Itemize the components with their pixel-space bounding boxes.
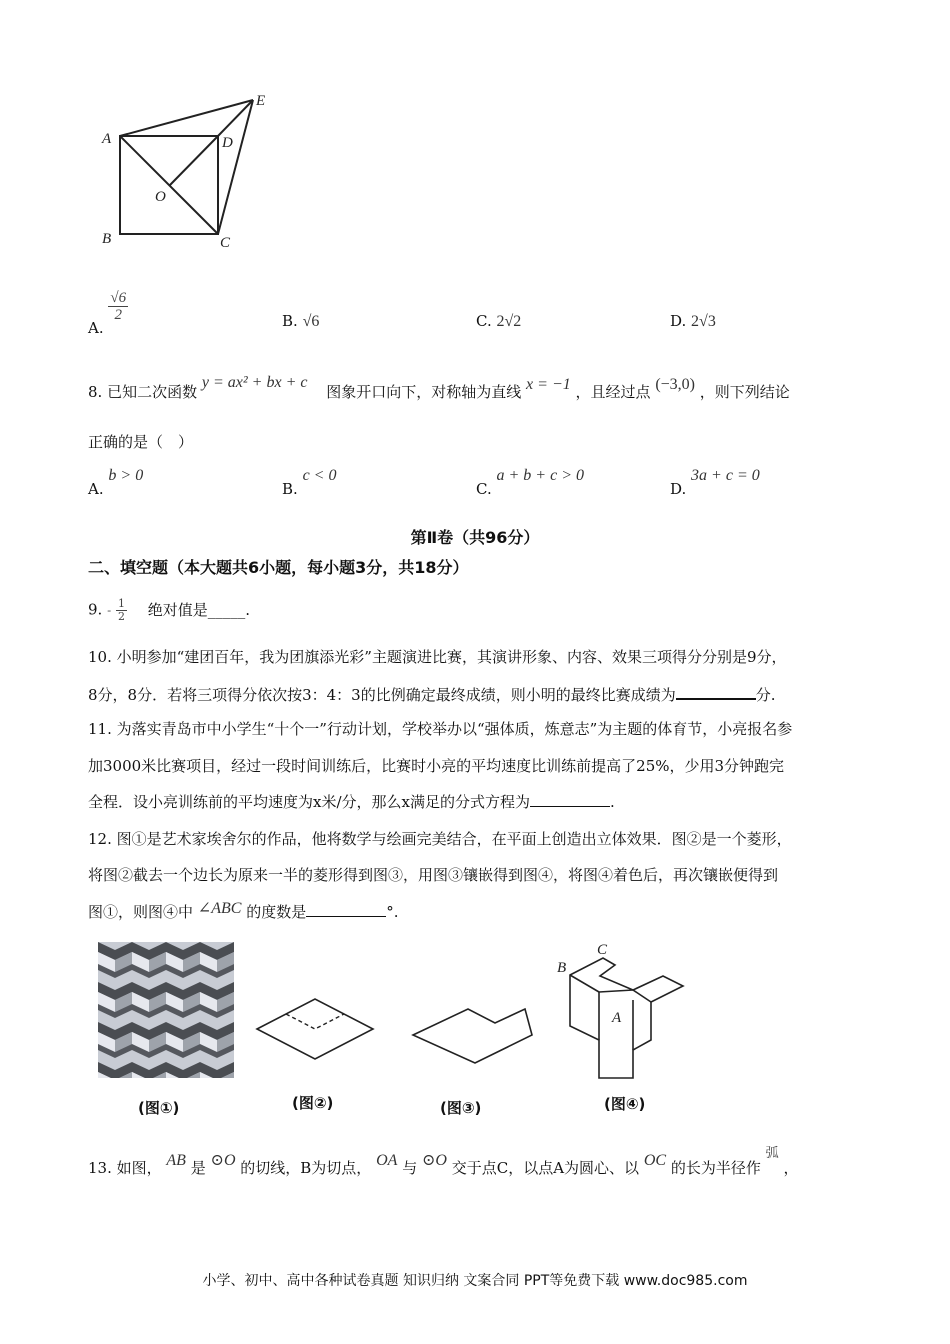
q12-line-2: 将图②截去一个边长为原来一半的菱形得到图③，用图③镶嵌得到图④，将图④着色后，再次镶嵌便得到: [88, 866, 779, 884]
label-b: B: [102, 231, 112, 247]
notched-rhombus-figure: [410, 1005, 535, 1069]
tessellated-solid-figure: [555, 940, 685, 1090]
q11-line-1: 11. 为落实青岛市中小学生“十个一”行动计划，学校举办以“强体质，炼意志”为主题的体育节，小亮报名参: [88, 720, 793, 738]
q12-line-1: 12. 图①是艺术家埃舍尔的作品，他将数学与绘画完美结合，在平面上创造出立体效果．图②是一个菱形，: [88, 830, 792, 848]
q11-line-3: 全程．设小亮训练前的平均速度为x米/分，那么x满足的分式方程为 .: [88, 793, 615, 811]
page-footer: 小学、初中、高中各种试卷真题 知识归纳 文案合同 PPT等免费下载 www.doc985.com: [202, 1273, 748, 1289]
q8-option-a: A. b > 0: [88, 467, 144, 498]
part-title: 二、填空题（本大题共6小题，每小题3分，共18分）: [88, 558, 469, 577]
fraction: $\frac{√6}{2}$: [110, 290, 127, 323]
q7-option-c: C. 2√2: [476, 312, 522, 330]
label-d: D: [222, 135, 233, 151]
label-c: C: [597, 942, 608, 958]
geometry-figure-q7: [90, 85, 290, 255]
q7-option-b: B. √6: [282, 312, 320, 330]
q12-line-3: 图①，则图④中 ∠ABC 的度数是 °.: [88, 900, 399, 921]
q9: 9. - $\frac{1}{2}$ 绝对值是_____.: [88, 597, 250, 623]
option-label: A.: [88, 318, 104, 337]
answer-blank: [530, 792, 610, 807]
caption-fig3: (图③): [440, 1099, 482, 1117]
label-b: B: [557, 960, 567, 976]
q8-option-c: C. a + b + c > 0: [476, 467, 584, 498]
q11-line-2: 加3000米比赛项目，经过一段时间训练后，比赛时小亮的平均速度比训练前提高了25%，少用3分钟跑完: [88, 757, 785, 775]
label-a: A: [612, 1010, 622, 1026]
q13-line: 13. 如图， AB 是 ⊙O 的切线，B为切点， OA 与 ⊙O 交于点C，以点A为圆心、以 OC 的长为半径作 弧 ，: [88, 1146, 799, 1177]
label-o: O: [155, 189, 166, 205]
caption-fig1: (图①): [138, 1099, 180, 1117]
fraction-half: $\frac{1}{2}$: [117, 597, 125, 623]
q10-line-2: 8分，8分．若将三项得分依次按3：4：3的比例确定最终成绩，则小明的最终比赛成绩为 分.: [88, 686, 776, 704]
label-a: A: [102, 131, 112, 147]
label-e: E: [256, 93, 266, 109]
q7-option-a: [88, 290, 128, 337]
caption-fig2: (图②): [292, 1094, 334, 1112]
answer-blank: [676, 684, 756, 700]
q7-option-d: D. 2√3: [670, 312, 716, 330]
label-c: C: [220, 235, 231, 251]
caption-fig4: (图④): [604, 1095, 646, 1113]
q8-line-1: 8. 已知二次函数 y = ax² + bx + c 图象开口向下，对称轴为直线 x = −1 ，且经过点 (−3,0) ，则下列结论: [88, 374, 790, 401]
q8-option-d: D. 3a + c = 0: [670, 467, 760, 498]
q8-line-2: 正确的是（ ）: [88, 433, 194, 451]
q10-line-1: 10. 小明参加“建团百年，我为团旗添光彩”主题演进比赛，其演讲形象、内容、效果三项得分分别是9分，: [88, 648, 787, 666]
escher-tessellation-image: [98, 942, 234, 1078]
q8-option-b: B. c < 0: [282, 467, 337, 498]
volume-title: 第Ⅱ卷（共96分）: [410, 528, 540, 547]
answer-blank: [306, 902, 386, 917]
rhombus-figure: [255, 995, 375, 1065]
